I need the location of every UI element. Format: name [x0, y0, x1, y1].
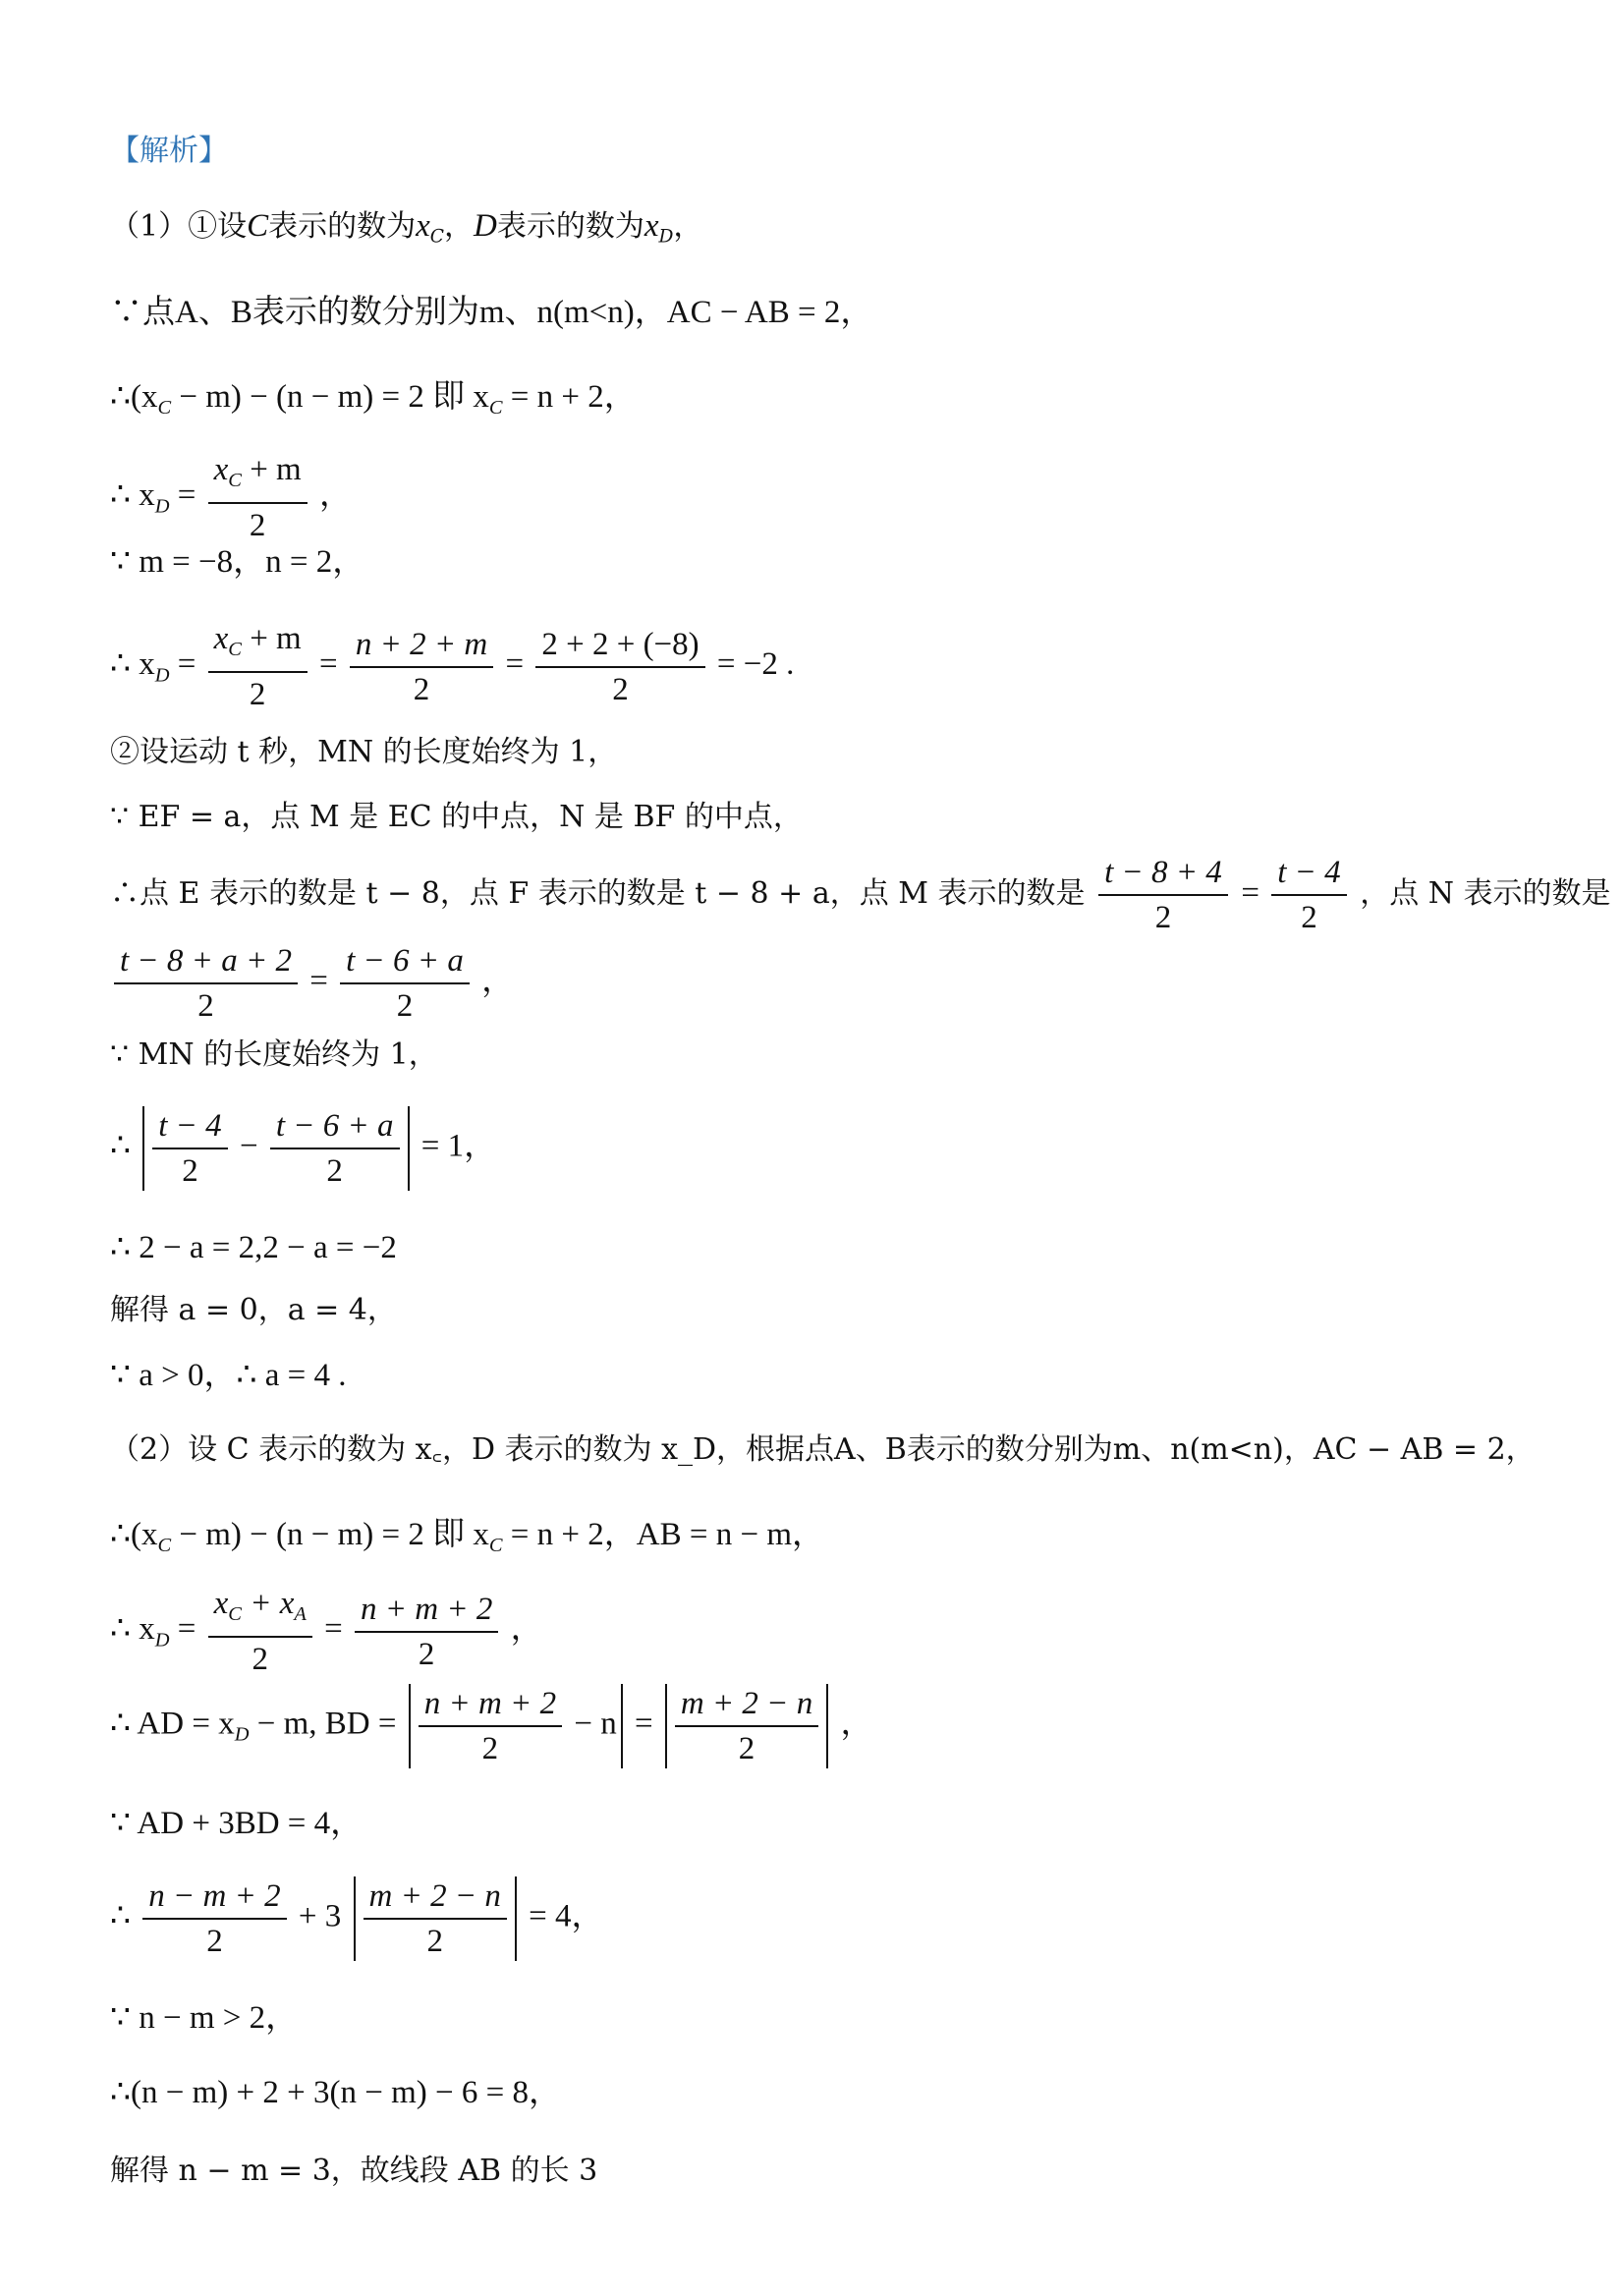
solution-line-16: （2）设 C 表示的数为 x꜀，D 表示的数为 x_D，根据点A、B表示的数分别为m、n(m<n)，AC − AB = 2，	[110, 1432, 1536, 1467]
solution-line-7: ②设运动 t 秒，MN 的长度始终为 1，	[110, 735, 618, 769]
solution-line-5: ∵ m = −8，n = 2，	[110, 544, 365, 580]
section-title: 【解析】	[110, 134, 228, 168]
absolute-value: $\frac{n + m + 2}{2}$ − n	[409, 1684, 623, 1768]
fraction: $\frac{t - 8 + 4}{2}$	[1098, 853, 1228, 937]
solution-line-9: ∴点 E 表示的数是 t − 8，点 F 表示的数是 t − 8 + a，点 M 表示的数是 $\frac{t - 8 + 4}{2}$ = $\frac{t - 4}{2}$ ，点 N 表示的数是	[110, 855, 1611, 935]
fraction: $\frac{t - 4}{2}$	[1271, 853, 1346, 937]
fraction: $\frac{n + m + 2}{2}$	[355, 1590, 498, 1674]
solution-line-24: 解得 n − m = 3，故线段 AB 的长 3	[110, 2154, 598, 2188]
solution-line-23: ∴(n − m) + 2 + 3(n − m) − 6 = 8，	[110, 2075, 561, 2110]
solution-line-18: ∴ $x_D$ = $\frac{x_C + x_A}{2}$ = $\frac{n + m + 2}{2}$ ，	[110, 1586, 543, 1678]
fraction: $\frac{n + m + 2}{2}$	[419, 1684, 562, 1768]
solution-line-4: ∴ $x_D$ = $\frac{x_C + m}{2}$ ，	[110, 452, 352, 544]
solution-line-13: ∴ 2 − a = 2,2 − a = −2	[110, 1230, 397, 1265]
fraction: $\frac{x_C + m}{2}$	[208, 619, 308, 714]
solution-line-8: ∵ EF = a，点 M 是 EC 的中点，N 是 BF 的中点，	[110, 800, 803, 834]
fraction: $\frac{n + 2 + m}{2}$	[350, 625, 493, 709]
solution-line-20: ∵ AD + 3BD = 4，	[110, 1806, 364, 1841]
absolute-value	[354, 1876, 517, 1961]
solution-line-2: ∵点A、B表示的数分别为m、n(m<n)，AC − AB = 2，	[110, 295, 873, 330]
solution-line-1: （1）①设C表示的数为$x_C$，D表示的数为$x_D$，	[110, 208, 703, 248]
solution-line-6: ∴ $x_D$ = $\frac{x_C + m}{2}$ = $\frac{n + 2 + m}{2}$ = $\frac{2 + 2 + (-8)}{2}$ = −2 .	[110, 621, 795, 713]
absolute-value: $\frac{t - 4}{2}$ − $\frac{t - 6 + a}{2}$	[142, 1106, 409, 1191]
solution-line-21: ∴ $\frac{n - m + 2}{2}$ + 3 $\frac{m + 2 - n}{2}$ = 4，	[110, 1878, 604, 1959]
solution-line-10: $\frac{t - 8 + a + 2}{2}$ = $\frac{t - 6 + a}{2}$ ，	[110, 941, 514, 1026]
fraction: $\frac{t - 6 + a}{2}$	[340, 941, 470, 1026]
fraction: $\frac{2 + 2 + (-8)}{2}$	[535, 625, 704, 709]
fraction: $\frac{t - 4}{2}$	[152, 1106, 227, 1191]
solution-line-17: $\therefore(x_C - m) - (n - m) = 2$ 即 $x_C = n + 2$，AB = n − m，	[110, 1517, 824, 1557]
fraction: $\frac{m + 2 - n}{2}$	[364, 1876, 507, 1961]
solution-line-22: ∵ n − m > 2，	[110, 2000, 299, 2036]
fraction: $\frac{t - 6 + a}{2}$	[270, 1106, 400, 1191]
solution-line-15: ∵ a > 0，∴ a = 4 .	[110, 1358, 347, 1393]
solution-line-11: ∵ MN 的长度始终为 1，	[110, 1037, 438, 1072]
fraction: $\frac{m + 2 - n}{2}$	[675, 1684, 818, 1768]
fraction: $\frac{x_C + x_A}{2}$	[208, 1584, 312, 1679]
absolute-value	[665, 1684, 828, 1768]
solution-line-14: 解得 a = 0，a = 4，	[110, 1293, 397, 1327]
fraction: $\frac{t - 8 + a + 2}{2}$	[114, 941, 298, 1026]
fraction: $\frac{x_C + m}{2}$	[208, 450, 308, 545]
fraction: $\frac{n - m + 2}{2}$	[142, 1876, 286, 1961]
solution-line-19: ∴ AD = $x_D - m$, BD = $\frac{n + m + 2}{2}$ − n = $\frac{m + 2 - n}{2}$ ，	[110, 1686, 873, 1766]
solution-line-12: ∴ $\frac{t - 4}{2}$ − $\frac{t - 6 + a}{2}$ = 1，	[110, 1108, 497, 1189]
solution-line-3: $\therefore(x_C - m) - (n - m) = 2$ 即 $x_C = n + 2$，	[110, 379, 637, 420]
